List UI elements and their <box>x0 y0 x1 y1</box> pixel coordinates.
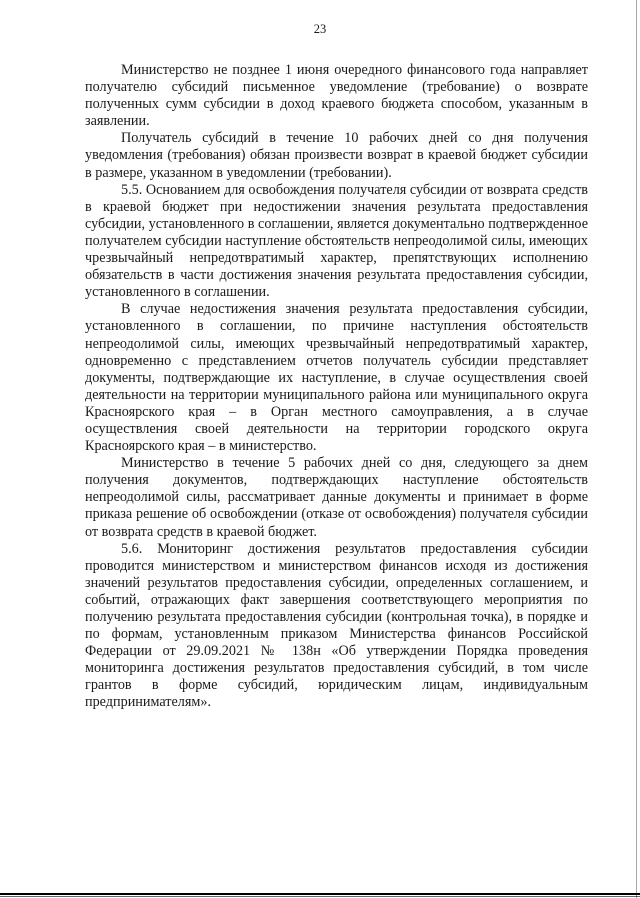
document-body <box>85 62 588 712</box>
page-number: 23 <box>313 22 327 36</box>
paragraph-force-majeure-documents: В случае недостижения значения результата предоставления субсидии, установленного в соглашении, по причине наступления обстоятельств непреодолимой силы, имеющих чрезвычайный непредотвратимый характер, одновременно с представлением отчетов получатель субсидии представляет документы, подтверждающие их наступление, в случае осуществления своей деятельности на территории муниципального района или муниципального округа Красноярского края – в Орган местного самоуправления, а в случае осуществления своей деятельности на территории городского округа Красноярского края – в министерство. <box>85 301 588 455</box>
scan-edge-bottom-shadow <box>0 896 640 897</box>
paragraph-5-6-monitoring: 5.6. Мониторинг достижения результатов предоставления субсидии проводится министерством и министерством финансов исходя из достижения значений результатов предоставления субсидии, определенных соглашением, и событий, отражающих факт завершения соответствующего мероприятия по получению результата предоставления субсидии (контрольная точка), в порядке и по формам, установленным приказом Министерства финансов Российской Федерации от 29.09.2021 № 138н «Об утверждении Порядка проведения мониторинга достижения результатов предоставления субсидий, в том числе грантов в форме субсидий, юридическим лицам, индивидуальным предпринимателям». <box>85 540 588 711</box>
paragraph-return-deadline: Получатель субсидий в течение 10 рабочих дней со дня получения уведомления (требования) обязан произвести возврат в краевой бюджет субсидии в размере, указанном в уведомлении (требовании). <box>85 130 588 181</box>
paragraph-5-5-exemption-grounds: 5.5. Основанием для освобождения получателя субсидии от возврата средств в краевой бюджет при недостижении значения результата предоставления субсидии, установленного в соглашении, является документально подтвержденное получателем субсидии наступление обстоятельств непреодолимой силы, имеющих чрезвычайный непредотвратимый характер, препятствующих исполнению обязательств в части достижения значения результата предоставления субсидии, установленного в соглашении. <box>85 181 588 301</box>
scan-edge-right <box>636 0 637 898</box>
paragraph-ministry-decision: Министерство в течение 5 рабочих дней со дня, следующего за днем получения документов, подтверждающих наступление обстоятельств непреодолимой силы, рассматривает данные документы и принимает в форме приказа решение об освобождении (отказе от освобождения) получателя субсидии от возврата средств в краевой бюджет. <box>85 455 588 540</box>
paragraph-return-notice: Министерство не позднее 1 июня очередного финансового года направляет получателю субсидий письменное уведомление (требование) о возврате полученных сумм субсидии в доход краевого бюджета способом, указанным в заявлении. <box>85 62 588 130</box>
scan-edge-bottom <box>0 893 640 895</box>
